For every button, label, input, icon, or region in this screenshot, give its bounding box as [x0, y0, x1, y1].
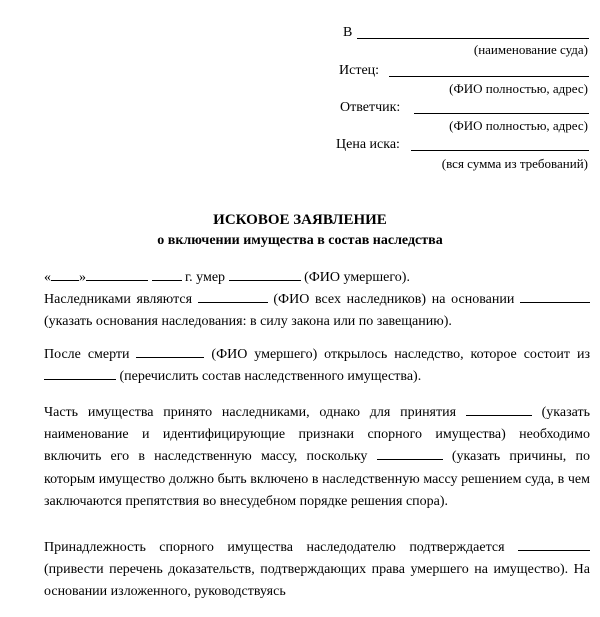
heirs-blank	[198, 291, 268, 303]
claim-price-caption: (вся сумма из требований)	[441, 156, 588, 171]
evidence-blank	[518, 539, 590, 551]
defendant-line	[414, 113, 589, 114]
plaintiff-caption: (ФИО полностью, адрес)	[449, 81, 588, 96]
deceased-name-blank	[229, 269, 301, 281]
claim-price-line	[411, 150, 589, 151]
estate-content-blank	[44, 368, 116, 380]
defendant-caption: (ФИО полностью, адрес)	[449, 118, 588, 133]
paragraph-death-heirs: « » г. умер (ФИО умершего). Наследниками являются (ФИО всех наследников) на основании (указать основания наследования: в силу закона или по завещанию).	[44, 267, 590, 334]
paragraph-estate: После смерти (ФИО умершего) открылось наследство, которое состоит из (перечислить состав наследственного имущества).	[44, 347, 590, 385]
court-caption: (наименование суда)	[473, 42, 588, 57]
court-label: В	[343, 25, 353, 40]
paragraph-disputed-property: Часть имущества принято наследниками, однако для принятия (указать наименование и идентифицирующие признаки спорного имущества) необходимо включить его в наследственную массу, поскольку (указать причины, по которым имущество должно быть включено в наследственную массу решением суда, в чем заключаются препятствия во внесудебном порядке решения спора).	[44, 405, 590, 509]
paragraph-ownership-proof: Принадлежность спорного имущества наследодателю подтверждается (привести перечень доказательств, подтверждающих права умершего на имущество). На основании изложенного, руководствуясь	[44, 540, 590, 600]
day-blank	[51, 269, 79, 281]
document-subtitle: о включении имущества в состав наследства	[157, 233, 443, 248]
defendant-label: Ответчик:	[340, 100, 401, 115]
year-blank	[152, 269, 182, 281]
document-title: ИСКОВОЕ ЗАЯВЛЕНИЕ	[213, 212, 387, 228]
grounds-blank	[520, 291, 590, 303]
court-name-line	[357, 38, 589, 39]
month-blank	[86, 269, 148, 281]
reason-blank	[377, 448, 443, 460]
plaintiff-line	[389, 76, 589, 77]
claim-price-label: Цена иска:	[336, 137, 400, 152]
deceased-blank-2	[136, 346, 204, 358]
property-blank	[466, 404, 532, 416]
plaintiff-label: Истец:	[339, 63, 380, 78]
